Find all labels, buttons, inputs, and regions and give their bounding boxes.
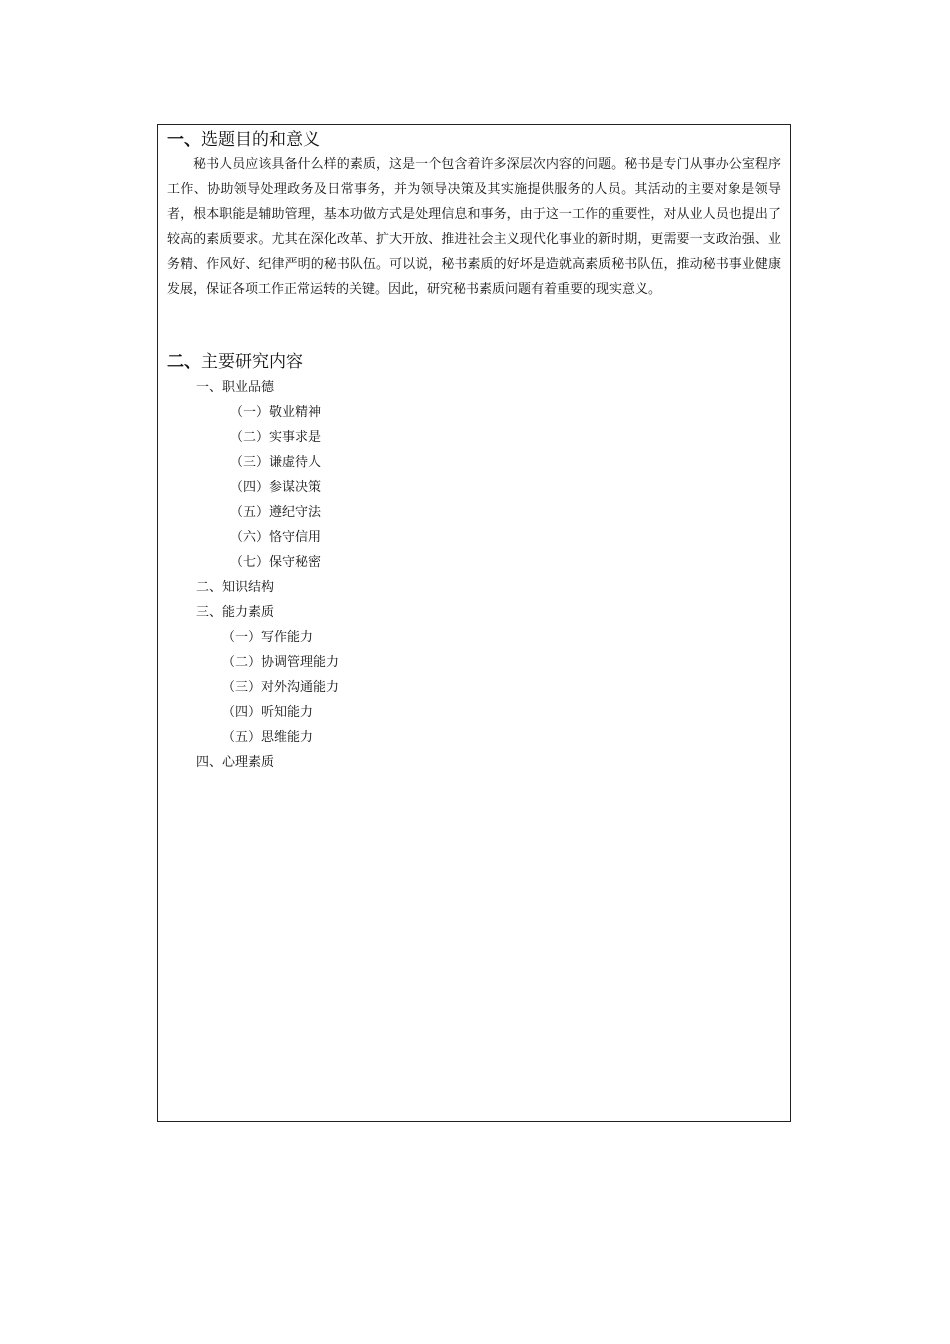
outline-subitem: （四）听知能力 [222, 705, 314, 720]
section-1-number: 一、 [167, 130, 201, 150]
section-2-title: 主要研究内容 [201, 352, 303, 372]
outline-subitem: （二）实事求是 [230, 430, 322, 445]
outline-subitem: （五）遵纪守法 [230, 505, 322, 520]
section-2-number: 二、 [167, 352, 201, 372]
outline-item-knowledge-structure: 二、知识结构 [196, 580, 275, 595]
outline-item-professional-ethics: 一、职业品德 [196, 380, 275, 395]
outline-subitem: （七）保守秘密 [230, 555, 322, 570]
section-2-heading [167, 351, 303, 373]
document-frame [157, 124, 791, 1122]
outline-subitem: （五）思维能力 [222, 730, 314, 745]
outline-subitem: （三）谦虚待人 [230, 455, 322, 470]
section-1-title: 选题目的和意义 [201, 130, 320, 150]
section-1-paragraph: 秘书人员应该具备什么样的素质，这是一个包含着许多深层次内容的问题。秘书是专门从事办公室程序工作、协助领导处理政务及日常事务，并为领导决策及其实施提供服务的人员。其活动的主要对象是领导者，根本职能是辅助管理，基本功做方式是处理信息和事务，由于这一工作的重要性，对从业人员也提出了较高的素质要求。尤其在深化改革、扩大开放、推进社会主义现代化事业的新时期，更需要一支政治强、业务精、作风好、纪律严明的秘书队伍。可以说，秘书素质的好坏是造就高素质秘书队伍，推动秘书事业健康发展，保证各项工作正常运转的关键。因此，研究秘书素质问题有着重要的现实意义。 [167, 157, 781, 297]
outline-subitem: （一）写作能力 [222, 630, 314, 645]
section-1-heading [167, 129, 320, 151]
outline-subitem: （二）协调管理能力 [222, 655, 340, 670]
outline-item-ability-quality: 三、能力素质 [196, 605, 275, 620]
outline-item-psychological-quality: 四、心理素质 [196, 755, 275, 770]
research-outline [158, 375, 790, 775]
outline-subitem: （一）敬业精神 [230, 405, 322, 420]
outline-subitem: （三）对外沟通能力 [222, 680, 340, 695]
outline-subitem: （四）参谋决策 [230, 480, 322, 495]
outline-subitem: （六）恪守信用 [230, 530, 322, 545]
